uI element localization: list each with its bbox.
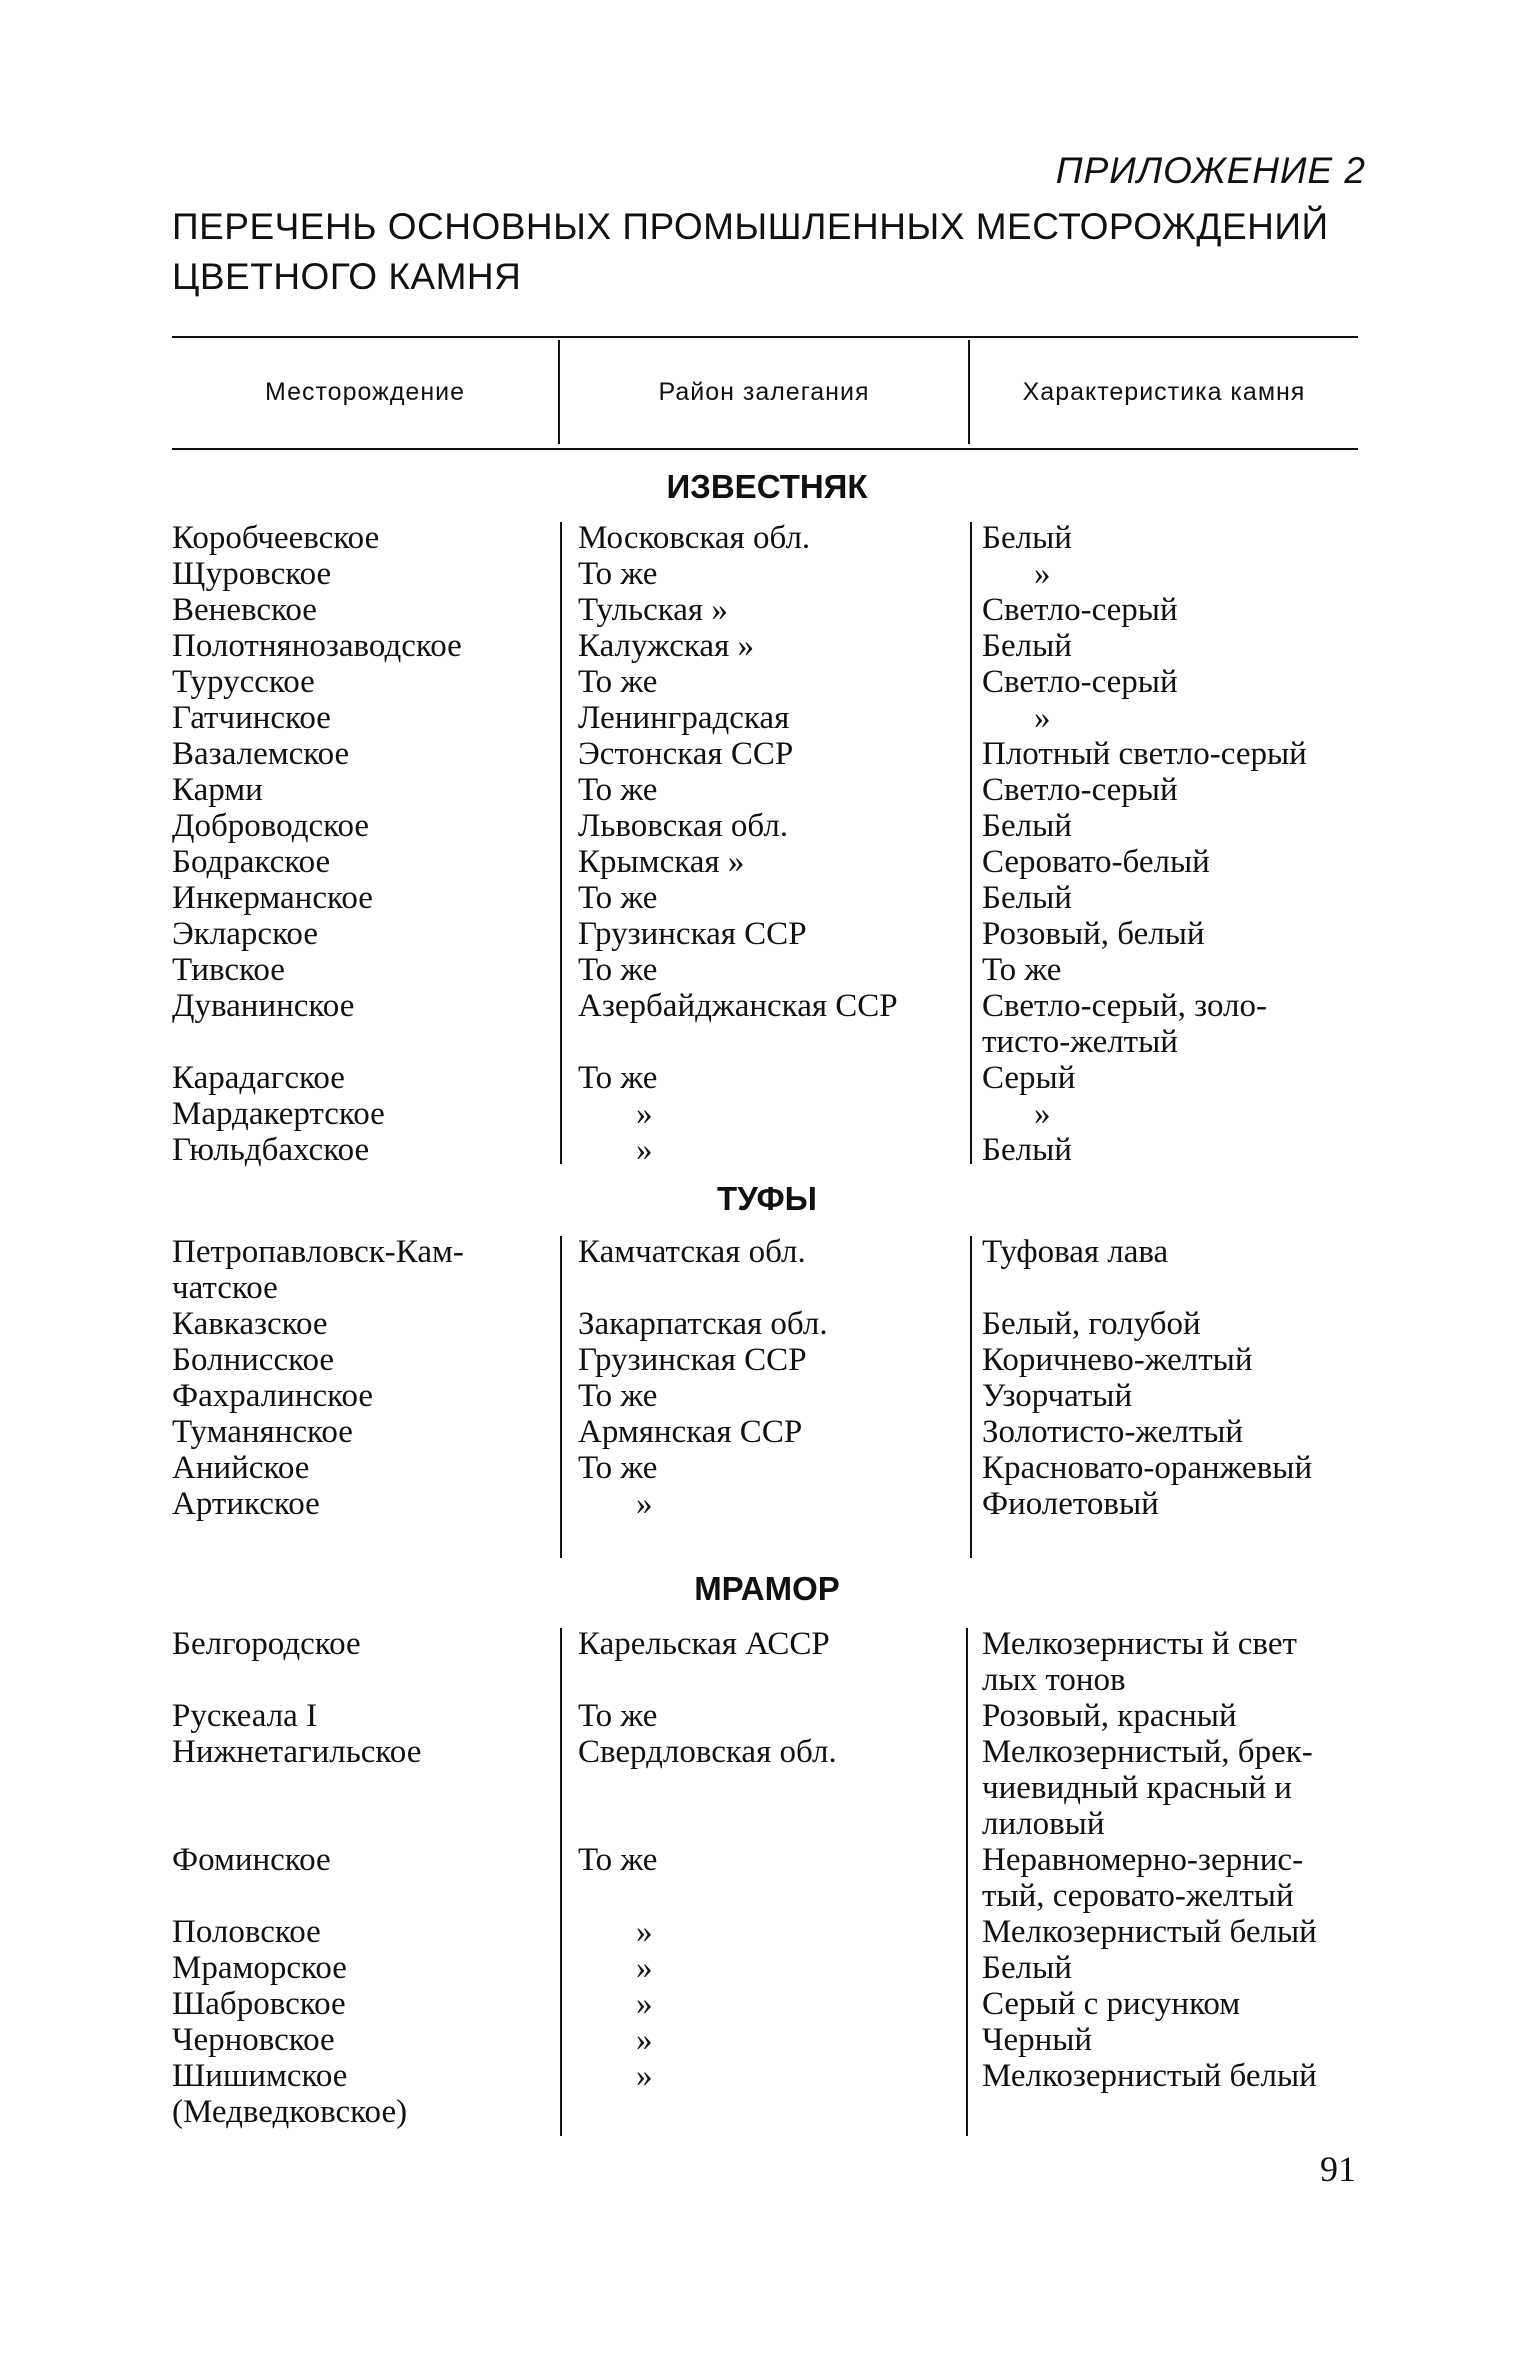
characteristic-cell: тый, серовато-желтый (982, 1878, 1294, 1914)
table-top-rule (172, 336, 1358, 338)
section-1-divider-2 (970, 522, 972, 1164)
section-title-tuffs: ТУФЫ (717, 1180, 817, 1217)
region-cell: Азербайджанская ССР (578, 988, 898, 1024)
characteristic-cell (982, 2094, 1362, 2130)
deposit-cell: Рускеала I (172, 1698, 318, 1734)
title-line-2: ЦВЕТНОГО КАМНЯ (172, 256, 522, 297)
deposit-cell: Бодракское (172, 844, 331, 880)
column-header-characteristic: Характеристика камня (1022, 378, 1306, 406)
characteristic-cell: Узорчатый (982, 1378, 1133, 1414)
region-cell: Ленинградская (578, 700, 790, 736)
region-cell (578, 2094, 968, 2130)
region-cell: » (636, 1096, 653, 1132)
characteristic-cell: Плотный светло-серый (982, 736, 1307, 772)
characteristic-cell: Туфовая лава (982, 1234, 1169, 1270)
characteristic-cell: лых тонов (982, 1662, 1126, 1698)
deposit-cell: Тивское (172, 952, 285, 988)
section-3-characteristic-column (982, 1626, 1362, 2130)
characteristic-cell: Белый (982, 1132, 1072, 1168)
characteristic-cell: » (1034, 556, 1051, 592)
deposit-cell: Фоминское (172, 1842, 331, 1878)
region-cell: Львовская обл. (578, 808, 789, 844)
characteristic-cell: То же (982, 952, 1062, 988)
deposit-cell: Кавказское (172, 1306, 328, 1342)
region-cell: Камчатская обл. (578, 1234, 806, 1270)
region-cell: Московская обл. (578, 520, 811, 556)
region-cell: То же (578, 556, 658, 592)
region-cell: То же (578, 880, 658, 916)
section-3-divider-1 (560, 1628, 562, 2136)
characteristic-cell: Серый (982, 1060, 1076, 1096)
section-1-characteristic-column (982, 520, 1362, 1168)
characteristic-cell: Мелкозернисты й свет (982, 1626, 1297, 1662)
section-title-marble: МРАМОР (694, 1570, 840, 1607)
deposit-cell: Инкерманское (172, 880, 373, 916)
deposit-cell (172, 1806, 552, 1842)
characteristic-cell: Мелкозернистый белый (982, 2058, 1317, 2094)
deposit-cell: Коробчеевское (172, 520, 380, 556)
region-cell: То же (578, 772, 658, 808)
deposit-cell: Туманянское (172, 1414, 353, 1450)
region-cell: » (636, 2022, 653, 2058)
region-cell (578, 1878, 968, 1914)
deposit-cell: Белгородское (172, 1626, 361, 1662)
section-2-deposit-column (172, 1234, 552, 1522)
region-cell: То же (578, 1378, 658, 1414)
characteristic-cell: Фиолетовый (982, 1486, 1159, 1522)
appendix-label: ПРИЛОЖЕНИЕ 2 (1055, 150, 1366, 191)
region-cell: То же (578, 1060, 658, 1096)
region-cell: Закарпатская обл. (578, 1306, 828, 1342)
characteristic-cell: Красновато-оранжевый (982, 1450, 1313, 1486)
characteristic-cell: Светло-серый (982, 772, 1178, 808)
characteristic-cell: Белый, голубой (982, 1306, 1201, 1342)
characteristic-cell (982, 1270, 1362, 1306)
region-cell (578, 1770, 968, 1806)
section-2-characteristic-column (982, 1234, 1362, 1522)
characteristic-cell: лиловый (982, 1806, 1105, 1842)
section-3-deposit-column (172, 1626, 552, 2130)
deposit-cell (172, 1770, 552, 1806)
characteristic-cell: Белый (982, 628, 1072, 664)
characteristic-cell: Светло-серый (982, 664, 1178, 700)
deposit-cell: чатское (172, 1270, 278, 1306)
characteristic-cell: Мелкозернистый белый (982, 1914, 1317, 1950)
characteristic-cell: Белый (982, 520, 1072, 556)
deposit-cell: Турусское (172, 664, 315, 700)
region-cell: Тульская » (578, 592, 728, 628)
characteristic-cell: Мелкозернистый, брек- (982, 1734, 1313, 1770)
characteristic-cell: Светло-серый, золо- (982, 988, 1267, 1024)
deposit-cell: Дуванинское (172, 988, 355, 1024)
deposit-cell: Мраморское (172, 1950, 347, 1986)
characteristic-cell: Черный (982, 2022, 1093, 2058)
deposit-cell: Карадагское (172, 1060, 345, 1096)
region-cell: » (636, 1950, 653, 1986)
section-title-limestone: ИЗВЕСТНЯК (666, 468, 868, 505)
deposit-cell (172, 1024, 552, 1060)
characteristic-cell: Розовый, красный (982, 1698, 1237, 1734)
deposit-cell: Шишимское (172, 2058, 348, 2094)
region-cell: » (636, 1914, 653, 1950)
region-cell: То же (578, 1450, 658, 1486)
deposit-cell: Нижнетагильское (172, 1734, 422, 1770)
characteristic-cell: Золотисто-желтый (982, 1414, 1244, 1450)
deposit-cell: Доброводское (172, 808, 370, 844)
deposit-cell: Болнисское (172, 1342, 335, 1378)
region-cell (578, 1662, 968, 1698)
deposit-cell: Вазалемское (172, 736, 350, 772)
section-1-region-column (578, 520, 968, 1168)
characteristic-cell: Коричнево-желтый (982, 1342, 1253, 1378)
region-cell: То же (578, 664, 658, 700)
deposit-cell: Мардакертское (172, 1096, 385, 1132)
region-cell: Карельская АССР (578, 1626, 830, 1662)
characteristic-cell: Белый (982, 808, 1072, 844)
characteristic-cell: Серый с рисунком (982, 1986, 1241, 2022)
deposit-cell: Карми (172, 772, 263, 808)
region-cell (578, 1806, 968, 1842)
deposit-cell: Полотнянозаводское (172, 628, 462, 664)
deposit-cell: Петропавловск-Кам- (172, 1234, 464, 1270)
region-cell: Калужская » (578, 628, 755, 664)
deposit-cell: Артикское (172, 1486, 320, 1522)
characteristic-cell: Белый (982, 1950, 1072, 1986)
region-cell (578, 1024, 968, 1060)
deposit-cell: Веневское (172, 592, 317, 628)
header-bottom-rule (172, 448, 1358, 450)
deposit-cell (172, 1878, 552, 1914)
deposit-cell: Гюльдбахское (172, 1132, 370, 1168)
region-cell (578, 1270, 968, 1306)
title-line-1: ПЕРЕЧЕНЬ ОСНОВНЫХ ПРОМЫШЛЕННЫХ МЕСТОРОЖДЕНИЙ (172, 206, 1329, 247)
section-3-region-column (578, 1626, 968, 2130)
deposit-cell: Черновское (172, 2022, 335, 2058)
characteristic-cell: Белый (982, 880, 1072, 916)
region-cell: Грузинская ССР (578, 916, 807, 952)
region-cell: Эстонская ССР (578, 736, 794, 772)
page-title (172, 202, 1372, 302)
deposit-cell: (Медведковское) (172, 2094, 408, 2130)
deposit-cell: Фахралинское (172, 1378, 373, 1414)
characteristic-cell: Неравномерно-зернис- (982, 1842, 1304, 1878)
region-cell: » (636, 1486, 653, 1522)
characteristic-cell: » (1034, 1096, 1051, 1132)
section-2-divider-2 (970, 1236, 972, 1558)
region-cell: » (636, 2058, 653, 2094)
region-cell: » (636, 1986, 653, 2022)
deposit-cell: Щуровское (172, 556, 332, 592)
characteristic-cell: тисто-желтый (982, 1024, 1178, 1060)
region-cell: То же (578, 1698, 658, 1734)
section-2-divider-1 (560, 1236, 562, 1558)
characteristic-cell: » (1034, 700, 1051, 736)
deposit-cell: Шабровское (172, 1986, 346, 2022)
region-cell: Крымская » (578, 844, 745, 880)
characteristic-cell: Серовато-белый (982, 844, 1210, 880)
section-1-deposit-column (172, 520, 552, 1168)
region-cell: » (636, 1132, 653, 1168)
characteristic-cell: Розовый, белый (982, 916, 1205, 952)
region-cell: То же (578, 952, 658, 988)
deposit-cell: Экларское (172, 916, 318, 952)
column-header-region: Район залегания (658, 378, 870, 406)
deposit-cell: Гатчинское (172, 700, 331, 736)
region-cell: Грузинская ССР (578, 1342, 807, 1378)
section-1-divider-1 (560, 522, 562, 1164)
characteristic-cell: Светло-серый (982, 592, 1178, 628)
deposit-cell: Анийское (172, 1450, 310, 1486)
deposit-cell: Половское (172, 1914, 321, 1950)
region-cell: Свердловская обл. (578, 1734, 837, 1770)
deposit-cell (172, 1662, 552, 1698)
region-cell: Армянская ССР (578, 1414, 803, 1450)
section-2-region-column (578, 1234, 968, 1522)
characteristic-cell: чиевидный красный и (982, 1770, 1292, 1806)
column-header-deposit: Месторождение (265, 378, 465, 406)
page-number: 91 (1320, 2149, 1356, 2189)
region-cell: То же (578, 1842, 658, 1878)
